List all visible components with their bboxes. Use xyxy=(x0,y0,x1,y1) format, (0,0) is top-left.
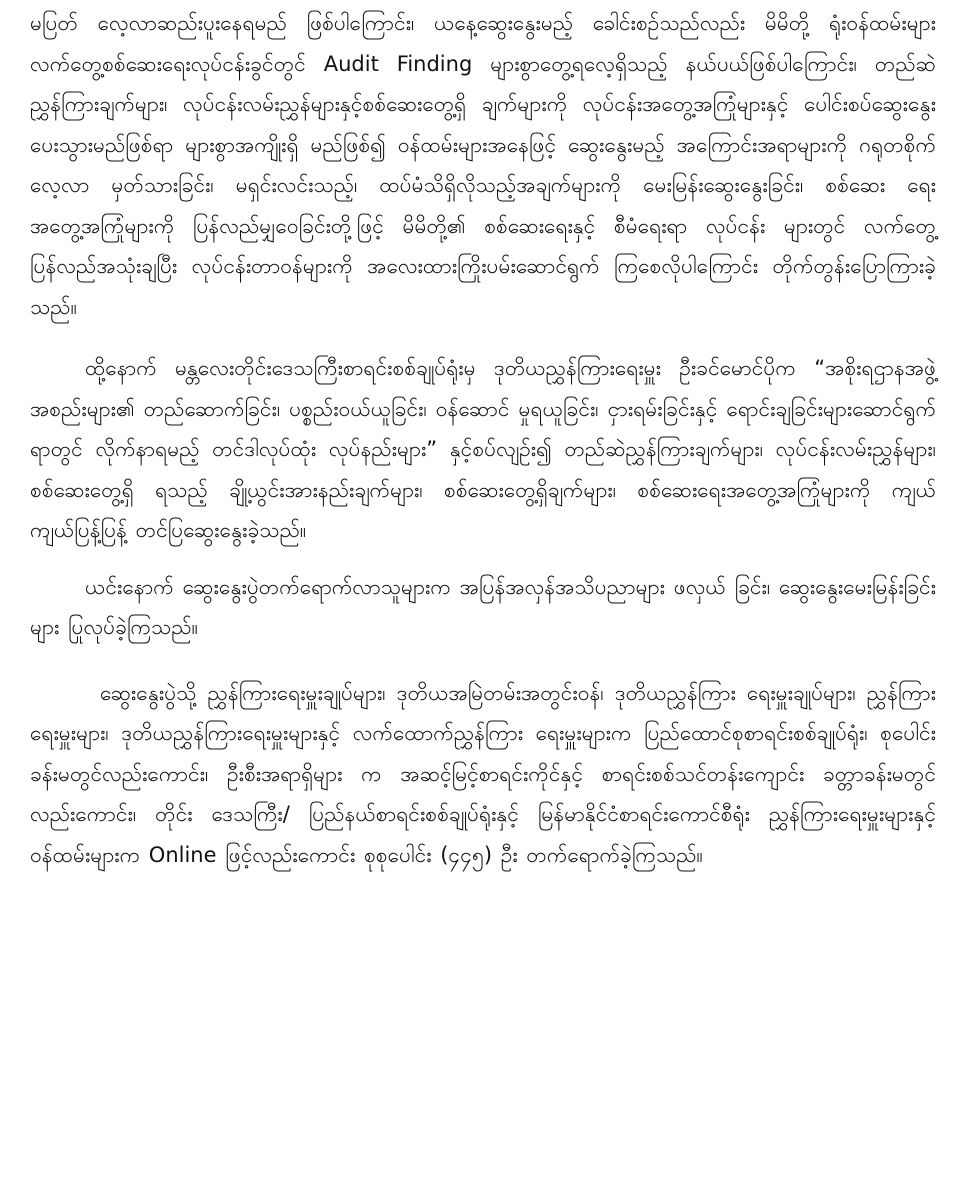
paragraph-tender-procedures-presentation: ထို့နောက် မန္တလေးတိုင်းဒေသကြီးစာရင်းစစ်ချုပ်ရုံးမှ ဒုတိယညွှန်ကြားရေးမှူး ဦးခင်မောင်ပိုက “အစိုးရဌာနအဖွဲ့အစည်းများ၏ တည်ဆောက်ခြင်း၊ ပစ္စည်းဝယ်ယူခြင်း၊ ဝန်ဆောင် မှုရယူခြင်း၊ ငှားရမ်းခြင်းနှင့် ရောင်းချခြင်းများဆောင်ရွက်ရာတွင် လိုက်နာရမည့် တင်ဒါလုပ်ထုံး လုပ်နည်းများ” နှင့်စပ်လျဉ်း၍ တည်ဆဲညွှန်ကြားချက်များ၊ လုပ်ငန်းလမ်းညွှန်များ၊ စစ်ဆေးတွေ့ရှိ ရသည့် ချို့ယွင်းအားနည်းချက်များ၊ စစ်ဆေးတွေ့ရှိချက်များ၊ စစ်ဆေးရေးအတွေ့အကြုံများကို ကျယ်ကျယ်ပြန့်ပြန့် တင်ပြဆွေးနွေးခဲ့သည်။ xyxy=(30,356,936,542)
document-page xyxy=(30,0,936,875)
paragraph-discussion-exchange: ယင်းနောက် ဆွေးနွေးပွဲတက်ရောက်လာသူများက အပြန်အလှန်အသိပညာများ ဖလှယ် ခြင်း၊ ဆွေးနွေးမေးမြန်းခြင်းများ ပြုလုပ်ခဲ့ကြသည်။ xyxy=(30,574,936,639)
paragraph-opening-remarks: မပြတ် လေ့လာဆည်းပူးနေရမည် ဖြစ်ပါကြောင်း၊ ယနေ့ဆွေးနွေးမည့် ခေါင်းစဉ်သည်လည်း မိမိတို့ ရုံးဝန်ထမ်းများ လက်တွေ့စစ်ဆေးရေးလုပ်ငန်းခွင်တွင် Audit Finding များစွာတွေ့ရလေ့ရှိသည့် နယ်ပယ်ဖြစ်ပါကြောင်း၊ တည်ဆဲညွှန်ကြားချက်များ၊ လုပ်ငန်းလမ်းညွှန်များနှင့်စစ်ဆေးတွေ့ရှိ ချက်များကို လုပ်ငန်းအတွေ့အကြုံများနှင့် ပေါင်းစပ်ဆွေးနွေးပေးသွားမည်ဖြစ်ရာ များစွာအကျိုးရှိ မည်ဖြစ်၍ ဝန်ထမ်းများအနေဖြင့် ဆွေးနွေးမည့် အကြောင်းအရာများကို ဂရုတစိုက်လေ့လာ မှတ်သားခြင်း၊ မရှင်းလင်းသည့်၊ ထပ်မံသိရှိလိုသည့်အချက်များကို မေးမြန်းဆွေးနွေးခြင်း၊ စစ်ဆေး ရေးအတွေ့အကြုံများကို ပြန်လည်မျှဝေခြင်းတို့ဖြင့် မိမိတို့၏ စစ်ဆေးရေးနှင့် စီမံရေးရာ လုပ်ငန်း များတွင် လက်တွေ့ပြန်လည်အသုံးချပြီး လုပ်ငန်းတာဝန်များကို အလေးထားကြိုးပမ်းဆောင်ရွက် ကြစေလိုပါကြောင်း တိုက်တွန်းပြောကြားခဲ့သည်။ xyxy=(30,11,936,319)
paragraph-attendees: ဆွေးနွေးပွဲသို့ ညွှန်ကြားရေးမှူးချုပ်များ၊ ဒုတိယအမြဲတမ်းအတွင်းဝန်၊ ဒုတိယညွှန်ကြား ရေးမှူးချုပ်များ၊ ညွှန်ကြားရေးမှူးများ၊ ဒုတိယညွှန်ကြားရေးမှူးများနှင့် လက်ထောက်ညွှန်ကြား ရေးမှူးများက ပြည်ထောင်စုစာရင်းစစ်ချုပ်ရုံး၊ စုပေါင်းခန်းမတွင်လည်းကောင်း၊ ဦးစီးအရာရှိများ က အဆင့်မြင့်စာရင်းကိုင်နှင့် စာရင်းစစ်သင်တန်းကျောင်း ခတ္တာခန်းမတွင်လည်းကောင်း၊ တိုင်း ဒေသကြီး/ ပြည်နယ်စာရင်းစစ်ချုပ်ရုံးနှင့် မြန်မာနိုင်ငံစာရင်းကောင်စီရုံး ညွှန်ကြားရေးမှူးများနှင့် ဝန်ထမ်းများက Online ဖြင့်လည်းကောင်း စုစုပေါင်း (၄၄၅) ဦး တက်ရောက်ခဲ့ကြသည်။ xyxy=(30,680,936,867)
